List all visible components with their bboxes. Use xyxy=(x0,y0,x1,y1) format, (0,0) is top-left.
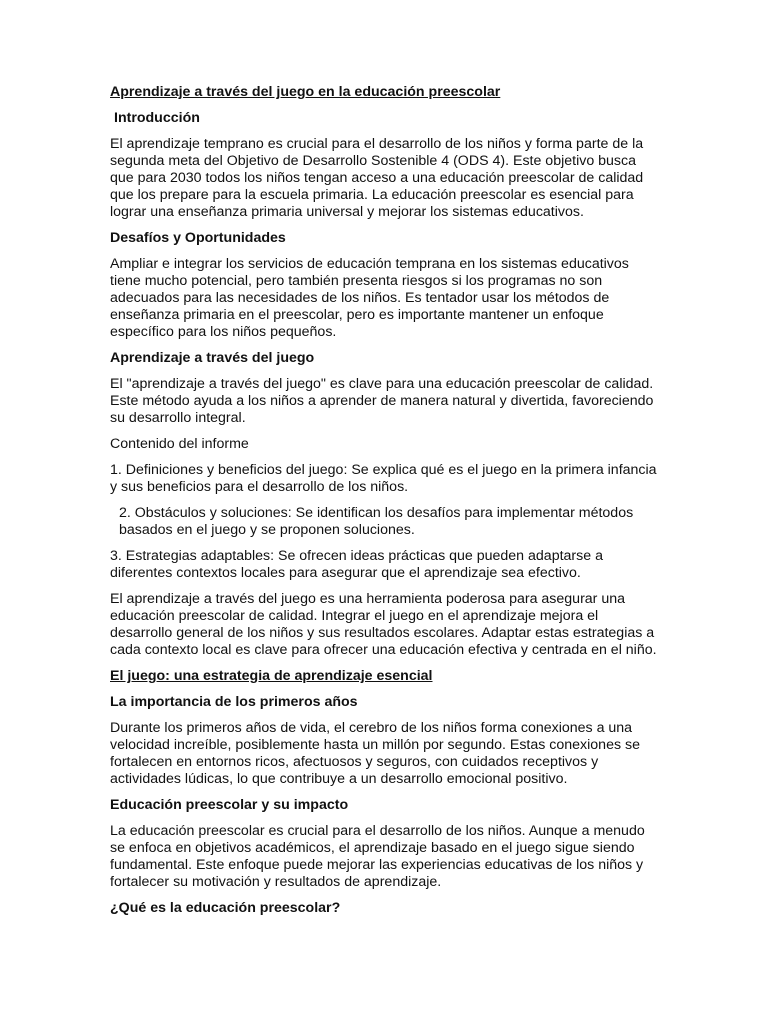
contents-item-2: 2. Obstáculos y soluciones: Se identifican los desafíos para implementar métodos basados en el juego y se proponen soluciones. xyxy=(119,505,634,538)
play-paragraph: El "aprendizaje a través del juego" es clave para una educación preescolar de calidad. Este método ayuda a los niños a aprender de manera natural y divertida, favoreciendo su desarrollo integral. xyxy=(110,376,654,426)
challenges-paragraph: Ampliar e integrar los servicios de educación temprana en los sistemas educativos tiene mucho potencial, pero también presenta riesgos si los programas no son adecuados para las necesidades de los niños. Es tentador usar los métodos de enseñanza primaria en el preescolar, pero es importante mantener un enfoque específico para los niños pequeños. xyxy=(110,256,629,340)
document-page xyxy=(110,84,660,926)
intro-heading: Introducción xyxy=(114,110,200,126)
intro-paragraph: El aprendizaje temprano es crucial para el desarrollo de los niños y forma parte de la segunda meta del Objetivo de Desarrollo Sostenible 4 (ODS 4). Este objetivo busca que para 2030 todos los niños tengan acceso a una educación preescolar de calidad que los prepare para la escuela primaria. La educación preescolar es esencial para lograr una enseñanza primaria universal y mejorar los sistemas educativos. xyxy=(110,136,644,220)
challenges-heading: Desafíos y Oportunidades xyxy=(110,230,286,246)
early-years-paragraph: Durante los primeros años de vida, el cerebro de los niños forma conexiones a una velocidad increíble, posiblemente hasta un millón por segundo. Estas conexiones se fortalecen en entornos ricos, afectuosos y seguros, con cuidados receptivos y actividades lúdicas, lo que contribuye a un desarrollo emocional positivo. xyxy=(110,720,640,787)
play-heading: Aprendizaje a través del juego xyxy=(110,350,315,366)
contents-item-3: 3. Estrategias adaptables: Se ofrecen ideas prácticas que pueden adaptarse a diferentes contextos locales para asegurar que el aprendizaje sea efectivo. xyxy=(110,548,603,581)
impact-heading: Educación preescolar y su impacto xyxy=(110,797,349,813)
section2-title: El juego: una estrategia de aprendizaje esencial xyxy=(110,668,433,684)
impact-paragraph: La educación preescolar es crucial para el desarrollo de los niños. Aunque a menudo se enfoca en objetivos académicos, el aprendizaje basado en el juego sigue siendo fundamental. Este enfoque puede mejorar las experiencias educativas de los niños y fortalecer su motivación y resultados de aprendizaje. xyxy=(110,823,645,890)
contents-item-1: 1. Definiciones y beneficios del juego: Se explica qué es el juego en la primera infancia y sus beneficios para el desarrollo de los niños. xyxy=(110,462,657,495)
early-years-heading: La importancia de los primeros años xyxy=(110,694,358,710)
summary-paragraph: El aprendizaje a través del juego es una herramienta poderosa para asegurar una educación preescolar de calidad. Integrar el juego en el aprendizaje mejora el desarrollo general de los niños y sus resultados escolares. Adaptar estas estrategias a cada contexto local es clave para ofrecer una educación efectiva y centrada en el niño. xyxy=(110,591,657,658)
question-heading: ¿Qué es la educación preescolar? xyxy=(110,900,341,916)
contents-label: Contenido del informe xyxy=(110,436,249,452)
document-title: Aprendizaje a través del juego en la educación preescolar xyxy=(110,84,501,100)
